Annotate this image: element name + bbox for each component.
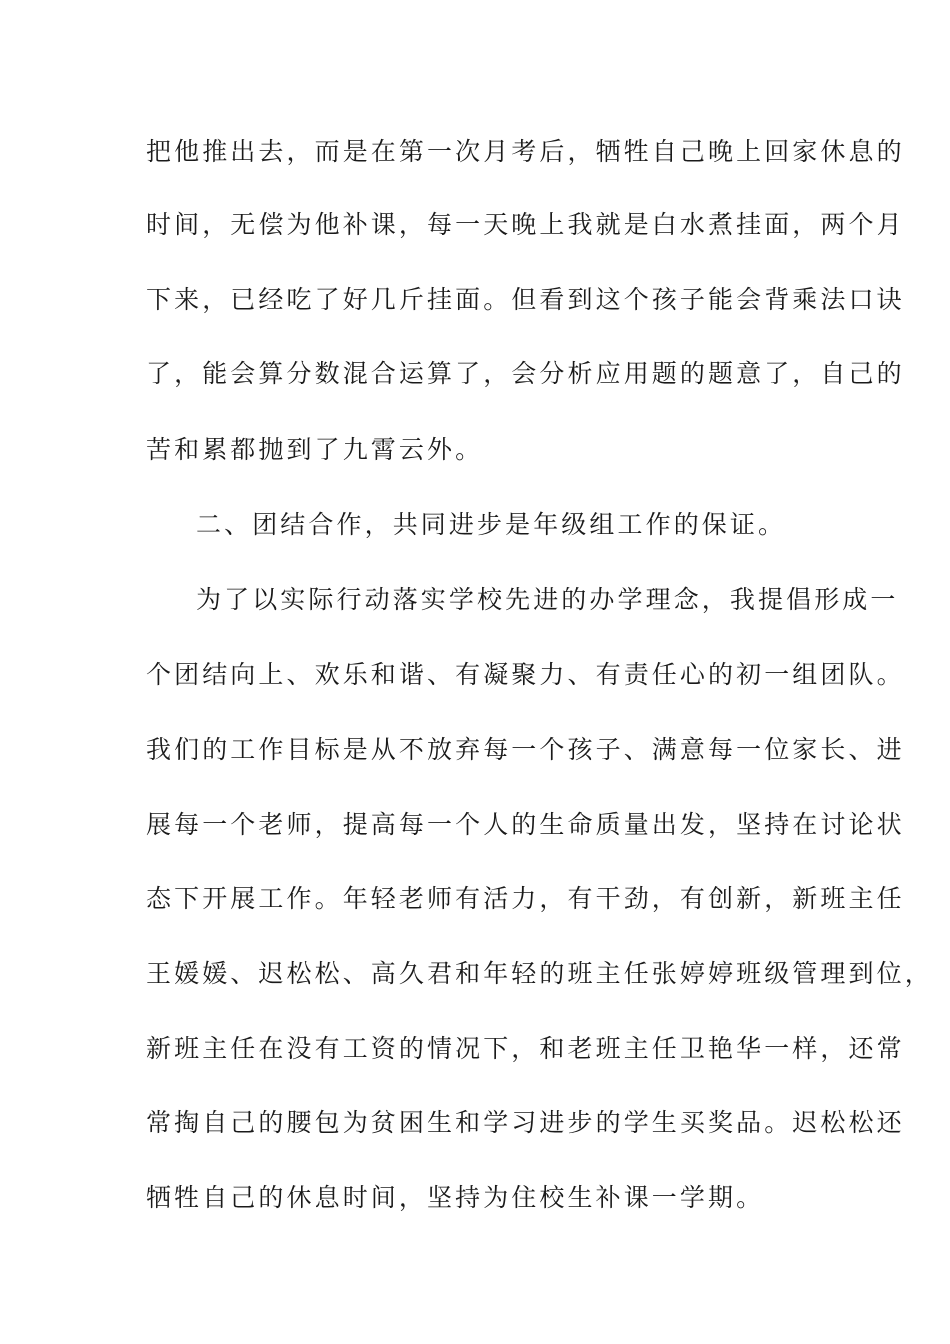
text-line: 个团结向上、欢乐和谐、有凝聚力、有责任心的初一组团队。 bbox=[146, 660, 905, 689]
text-line: 苦和累都抛到了九霄云外。 bbox=[146, 435, 484, 464]
text-line: 牺牲自己的休息时间，坚持为住校生补课一学期。 bbox=[146, 1183, 765, 1212]
text-line: 常掏自己的腰包为贫困生和学习进步的学生买奖品。迟松松还 bbox=[146, 1108, 905, 1137]
text-line: 王媛媛、迟松松、高久君和年轻的班主任张婷婷班级管理到位， bbox=[146, 959, 933, 988]
text-line: 下来，已经吃了好几斤挂面。但看到这个孩子能会背乘法口诀 bbox=[146, 285, 905, 314]
text-line: 了，能会算分数混合运算了，会分析应用题的题意了，自己的 bbox=[146, 359, 905, 388]
section-heading: 二、团结合作，共同进步是年级组工作的保证。 bbox=[196, 510, 787, 539]
paragraph-first-line: 为了以实际行动落实学校先进的办学理念，我提倡形成一 bbox=[196, 585, 899, 614]
text-line: 新班主任在没有工资的情况下，和老班主任卫艳华一样，还常 bbox=[146, 1034, 905, 1063]
text-line: 我们的工作目标是从不放弃每一个孩子、满意每一位家长、进 bbox=[146, 735, 905, 764]
text-line: 时间，无偿为他补课，每一天晚上我就是白水煮挂面，两个月 bbox=[146, 210, 905, 239]
text-line: 把他推出去，而是在第一次月考后，牺牲自己晚上回家休息的 bbox=[146, 137, 905, 166]
text-line: 态下开展工作。年轻老师有活力，有干劲，有创新，新班主任 bbox=[146, 884, 905, 913]
text-line: 展每一个老师，提高每一个人的生命质量出发，坚持在讨论状 bbox=[146, 810, 905, 839]
